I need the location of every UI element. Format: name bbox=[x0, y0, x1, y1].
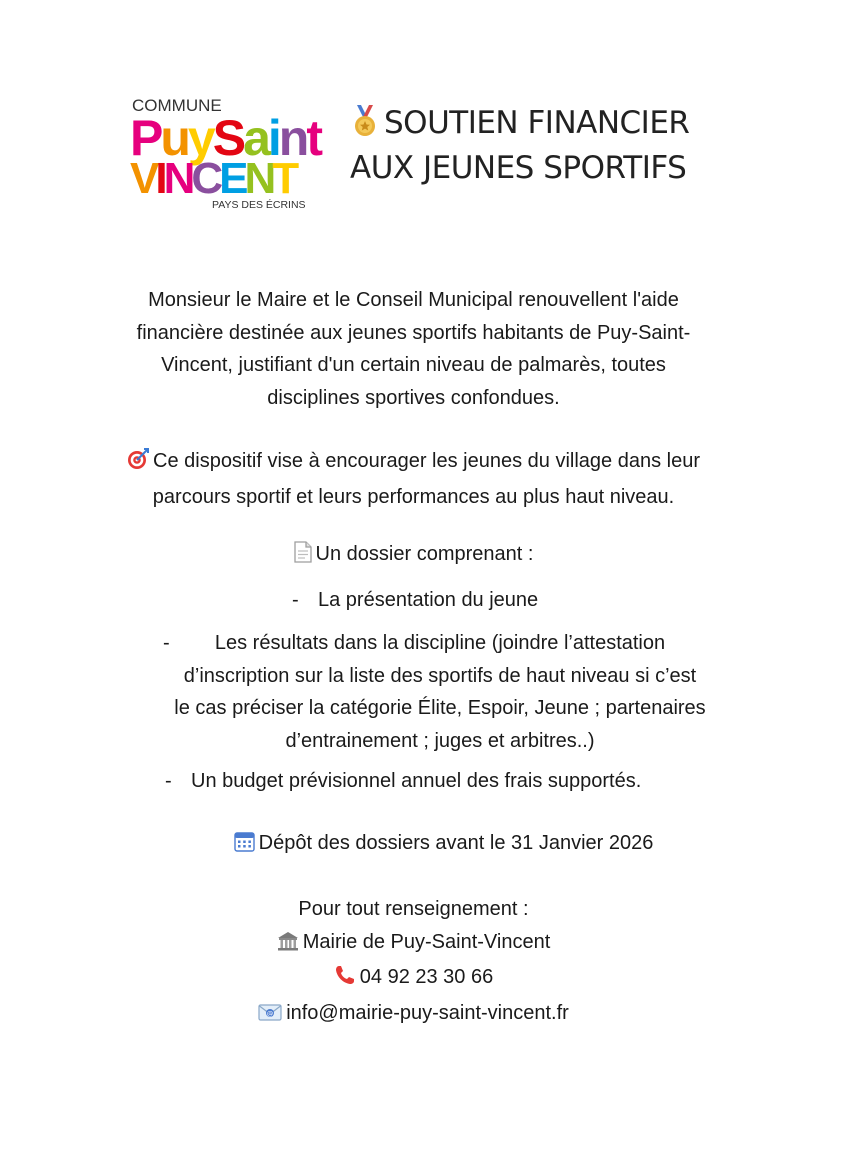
town-hall-icon bbox=[277, 929, 299, 962]
title-line-1 bbox=[350, 103, 730, 148]
goal-paragraph bbox=[0, 445, 827, 513]
logo-pays-text: PAYS DES ÉCRINS bbox=[212, 199, 306, 211]
list-item-line: le cas préciser la catégorie Élite, Espoir, Jeune ; partenaires bbox=[174, 697, 706, 719]
phone-icon bbox=[334, 964, 356, 997]
target-icon bbox=[127, 448, 149, 481]
deadline-line bbox=[30, 827, 857, 863]
list-item-line: d’entrainement ; juges et arbitres..) bbox=[285, 729, 595, 752]
intro-line: disciplines sportives confondues. bbox=[267, 386, 560, 409]
calendar-icon bbox=[234, 830, 255, 863]
list-item-text: Un budget prévisionnel annuel des frais supportés. bbox=[191, 770, 642, 792]
contact-email-text: info@mairie-puy-saint-vincent.fr bbox=[286, 1001, 569, 1024]
deadline-text: Dépôt des dossiers avant le 31 Janvier 2026 bbox=[258, 832, 654, 854]
contact-section bbox=[0, 893, 827, 1032]
commune-logo-graphic bbox=[128, 95, 320, 213]
list-dash: - bbox=[165, 770, 172, 792]
page-title bbox=[350, 103, 730, 189]
logo-puy-text: PuySaint bbox=[130, 110, 320, 166]
title-line-2: AUX JEUNES SPORTIFS bbox=[350, 150, 687, 186]
list-item bbox=[292, 584, 538, 617]
svg-text:@: @ bbox=[266, 1008, 274, 1017]
contact-heading: Pour tout renseignement : bbox=[298, 898, 529, 920]
list-dash: - bbox=[163, 632, 170, 654]
list-item-line: Les résultats dans la discipline (joindre l’attestation bbox=[214, 632, 666, 654]
contact-mairie bbox=[0, 926, 827, 962]
contact-phone-text: 04 92 23 30 66 bbox=[359, 966, 494, 988]
contact-mairie-text: Mairie de Puy-Saint-Vincent bbox=[302, 930, 551, 953]
logo-vincent-text: VINCENT bbox=[130, 154, 296, 203]
dossier-heading-text: Un dossier comprenant : bbox=[315, 543, 534, 565]
list-dash: - bbox=[292, 589, 299, 611]
intro-line: Vincent, justifiant d'un certain niveau de palmarès, toutes bbox=[161, 354, 666, 376]
goal-line bbox=[84, 445, 744, 481]
logo-commune-text: COMMUNE bbox=[132, 96, 222, 115]
intro-line: financière destinée aux jeunes sportifs habitants de Puy-Saint- bbox=[136, 321, 691, 344]
contact-email[interactable] bbox=[0, 997, 827, 1033]
list-item-line: d’inscription sur la liste des sportifs de haut niveau si c’est bbox=[183, 664, 697, 687]
goal-line-1: Ce dispositif vise à encourager les jeunes du village dans leur bbox=[153, 450, 700, 472]
dossier-heading bbox=[0, 538, 827, 574]
contact-phone[interactable] bbox=[0, 961, 827, 997]
goal-line-2: parcours sportif et leurs performances au plus haut niveau. bbox=[152, 485, 675, 508]
list-item-text: La présentation du jeune bbox=[318, 589, 539, 611]
medal-icon bbox=[350, 105, 380, 148]
commune-logo bbox=[128, 95, 320, 213]
list-item bbox=[150, 627, 730, 757]
document-icon bbox=[294, 541, 312, 574]
title-line-1-text: SOUTIEN FINANCIER bbox=[384, 105, 690, 141]
intro-line: Monsieur le Maire et le Conseil Municipal renouvellent l'aide bbox=[148, 289, 679, 311]
intro-paragraph bbox=[0, 284, 827, 414]
list-item bbox=[165, 765, 641, 798]
email-icon bbox=[258, 1000, 282, 1033]
